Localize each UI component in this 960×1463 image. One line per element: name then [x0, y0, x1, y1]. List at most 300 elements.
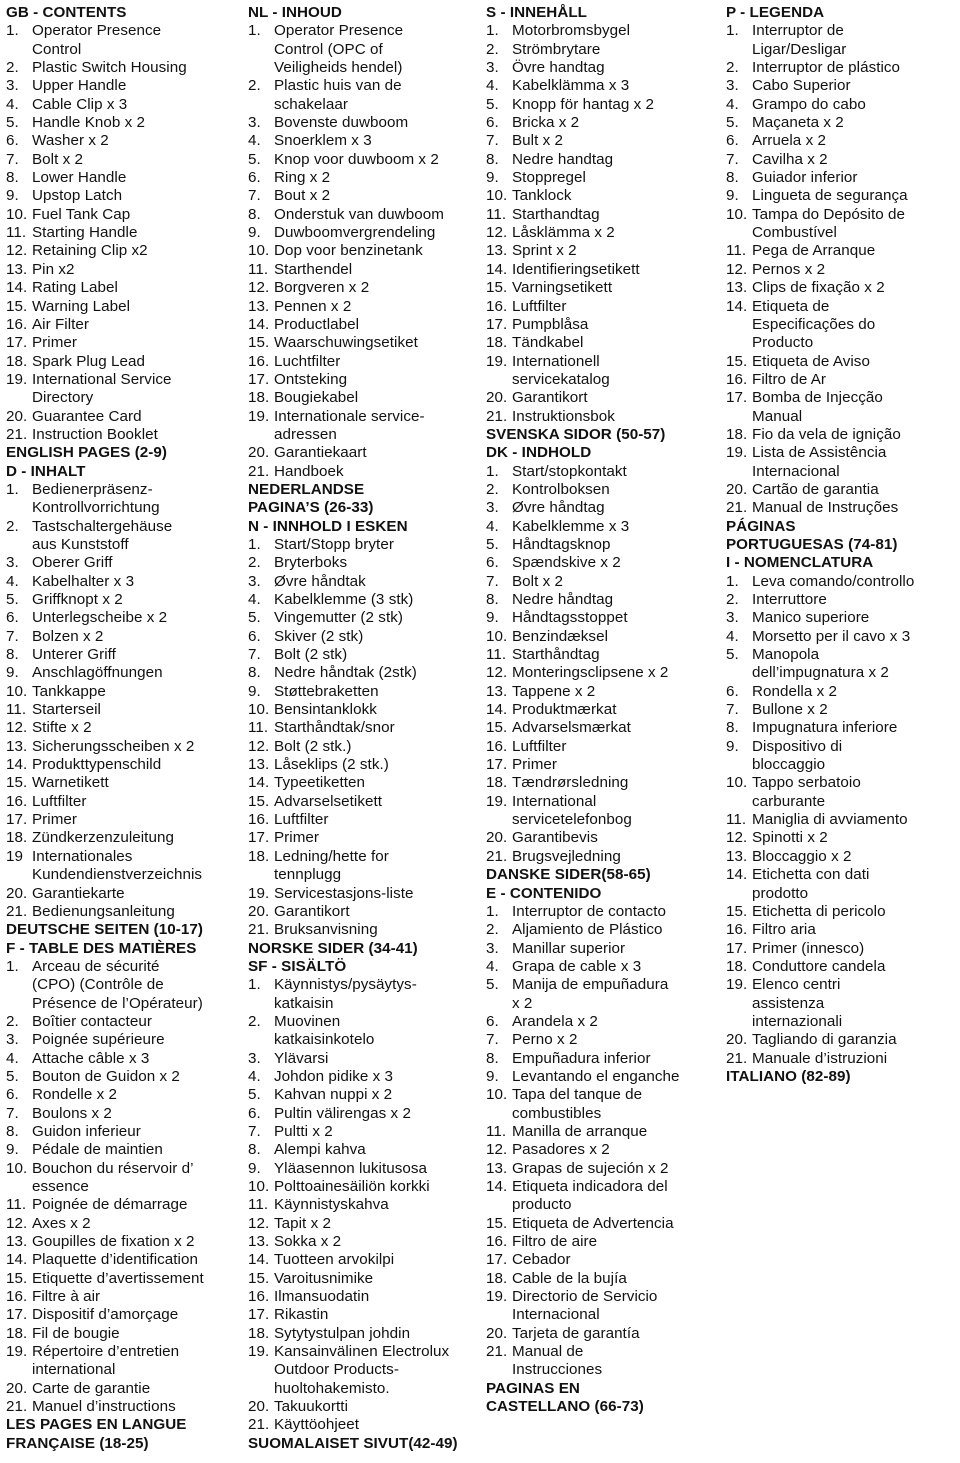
item-number: 13.: [6, 737, 28, 755]
list-item: [6, 756, 248, 774]
list-item: [6, 518, 248, 536]
item-label: Käynnistys/pysäytys-: [274, 976, 417, 994]
section-heading: E - CONTENIDO: [486, 884, 602, 902]
item-label: Upper Handle: [32, 77, 127, 95]
list-item: [726, 701, 956, 719]
item-number: 1.: [248, 976, 261, 994]
item-number: 3.: [486, 59, 499, 77]
list-item: [486, 463, 726, 481]
item-number: 14.: [726, 297, 748, 315]
item-label: Tuotteen arvokilpi: [274, 1251, 395, 1269]
item-label: Käynnistyskahva: [274, 1196, 389, 1214]
list-item: [248, 774, 486, 792]
item-label: Conduttore candela: [752, 957, 886, 975]
item-number: 12.: [6, 719, 28, 737]
contents-page: [6, 4, 956, 1459]
item-label: Anschlagöffnungen: [32, 664, 163, 682]
item-label: Guarantee Card: [32, 407, 142, 425]
item-number: 18.: [486, 774, 508, 792]
item-label: Boulons x 2: [32, 1104, 112, 1122]
item-number: 6.: [486, 114, 499, 132]
item-label: Start/Stopp bryter: [274, 535, 394, 553]
item-number: 19: [6, 847, 23, 865]
item-label: Etiqueta de Advertencia: [512, 1214, 674, 1232]
list-item: [486, 1325, 726, 1343]
list-item: [6, 1086, 248, 1104]
item-number: 12.: [248, 1214, 270, 1232]
item-label: Bovenste duwboom: [274, 114, 409, 132]
item-label: Garantiekaart: [274, 444, 367, 462]
item-number: 4.: [486, 77, 499, 95]
item-number: 15.: [248, 1269, 270, 1287]
list-item: [486, 609, 726, 627]
item-label: Unterer Griff: [32, 646, 116, 664]
item-number: 5.: [248, 609, 261, 627]
item-label: Produktmærkat: [512, 701, 617, 719]
item-label: Tapa del tanque de: [512, 1086, 643, 1104]
list-item: [248, 756, 486, 774]
list-item: [248, 701, 486, 719]
item-label: Garantikort: [512, 389, 588, 407]
list-item: [6, 958, 248, 976]
list-item: [486, 1288, 726, 1306]
item-label: Tändkabel: [512, 334, 584, 352]
item-number: 21.: [6, 902, 28, 920]
item-number: 1.: [248, 535, 261, 553]
item-number: 3.: [248, 114, 261, 132]
list-item: [486, 353, 726, 371]
item-number: 2.: [248, 77, 261, 95]
list-item: [6, 609, 248, 627]
item-number: 6.: [6, 609, 19, 627]
list-item: [726, 261, 956, 279]
list-item: [726, 59, 956, 77]
item-number: 21.: [248, 921, 270, 939]
item-number: 10.: [248, 1178, 270, 1195]
item-label: Tarjeta de garantía: [512, 1324, 640, 1342]
list-item: [726, 976, 956, 994]
list-item: [486, 573, 726, 591]
item-label: Fuel Tank Cap: [32, 205, 131, 223]
list-item: [248, 206, 486, 224]
item-number: 9.: [248, 224, 261, 242]
list-item: [248, 554, 486, 572]
item-label: Poignée de démarrage: [32, 1196, 188, 1214]
item-number: 11.: [486, 1122, 507, 1140]
item-number: 2.: [248, 1012, 261, 1030]
item-label: Primer: [32, 811, 78, 829]
section-heading: DK - INDHOLD: [486, 444, 592, 462]
item-label: Kahvan nuppi x 2: [274, 1086, 393, 1104]
list-item: [6, 1233, 248, 1251]
list-item: [486, 316, 726, 334]
list-item-continuation: Producto: [752, 334, 814, 352]
item-label: Yläasennon lukitusosa: [274, 1159, 428, 1177]
item-number: 16.: [486, 1233, 508, 1251]
list-item: [486, 628, 726, 646]
list-item: [6, 114, 248, 132]
item-label: Cabo Superior: [752, 77, 851, 95]
item-number: 16.: [248, 352, 270, 370]
list-item: [486, 224, 726, 242]
item-label: Unterlegscheibe x 2: [32, 609, 168, 627]
item-number: 7.: [6, 1104, 19, 1122]
list-item: [6, 719, 248, 737]
list-item: [6, 77, 248, 95]
item-label: Tappo serbatoio: [752, 774, 861, 792]
list-item-continuation: Veiligheids hendel): [274, 59, 403, 77]
item-number: 14.: [248, 774, 270, 792]
item-label: Filtro aria: [752, 921, 816, 939]
item-number: 20.: [6, 407, 28, 425]
item-number: 8.: [486, 591, 499, 608]
list-item: [248, 1068, 486, 1086]
item-label: Tampa do Depósito de: [752, 205, 905, 223]
item-number: 16.: [6, 1288, 28, 1306]
item-number: 11.: [726, 811, 747, 829]
item-number: 17.: [486, 756, 508, 774]
list-item: [486, 1251, 726, 1269]
item-label: Grapa de cable x 3: [512, 957, 642, 975]
list-item: [6, 903, 248, 921]
list-item-continuation: internazionali: [752, 1012, 843, 1030]
list-item: [486, 848, 726, 866]
list-item: [726, 1031, 956, 1049]
item-label: Carte de garantie: [32, 1379, 151, 1397]
item-number: 3.: [486, 499, 499, 517]
list-item: [248, 151, 486, 169]
item-label: Øvre håndtag: [512, 499, 605, 517]
item-label: Manual de: [512, 1343, 584, 1361]
list-item: [6, 646, 248, 664]
list-item: [486, 408, 726, 426]
item-number: 3.: [6, 1031, 19, 1049]
item-number: 20.: [486, 1324, 508, 1342]
list-item: [486, 132, 726, 150]
item-label: Bolt (2 stk): [274, 646, 348, 664]
list-item-continuation: huoltohakemisto.: [274, 1379, 390, 1397]
column-2: [248, 4, 486, 1459]
section-heading: SVENSKA SIDOR (50-57): [486, 425, 666, 443]
item-label: Vingemutter (2 stk): [274, 609, 403, 627]
item-number: 11.: [726, 242, 747, 260]
list-item: [6, 829, 248, 847]
item-label: Pasadores x 2: [512, 1141, 610, 1159]
list-item: [248, 738, 486, 756]
item-number: 21.: [248, 1416, 270, 1434]
item-label: Bryterboks: [274, 554, 348, 572]
list-item: [486, 1068, 726, 1086]
item-number: 5.: [6, 591, 19, 608]
item-number: 21.: [486, 847, 508, 865]
item-number: 9.: [6, 664, 19, 682]
item-label: Luchtfilter: [274, 352, 341, 370]
list-item: [486, 591, 726, 609]
item-label: Tapit x 2: [274, 1214, 332, 1232]
item-label: Rating Label: [32, 279, 118, 297]
list-item: [486, 77, 726, 95]
list-item: [248, 1325, 486, 1343]
column-1: [6, 4, 248, 1459]
list-item: [248, 353, 486, 371]
list-item: [486, 1215, 726, 1233]
item-label: Borgveren x 2: [274, 279, 370, 297]
list-item: [248, 1086, 486, 1104]
item-number: 10.: [726, 774, 748, 792]
list-item: [486, 719, 726, 737]
list-item: [248, 444, 486, 462]
item-number: 15.: [486, 1214, 508, 1232]
item-number: 4.: [248, 132, 261, 150]
list-item: [726, 646, 956, 664]
item-number: 14.: [6, 1251, 28, 1269]
list-item: [6, 1398, 248, 1416]
list-item: [486, 756, 726, 774]
list-item: [486, 829, 726, 847]
item-number: 13.: [248, 756, 270, 774]
list-item: [486, 41, 726, 59]
item-number: 14.: [726, 866, 748, 884]
list-item: [726, 829, 956, 847]
item-label: Empuñadura inferior: [512, 1049, 651, 1067]
list-item-continuation: Outdoor Products-: [274, 1361, 399, 1379]
list-item: [248, 389, 486, 407]
item-label: Maniglia di avviamento: [752, 811, 908, 829]
list-item: [6, 1013, 248, 1031]
list-item: [726, 242, 956, 260]
item-label: Dop voor benzinetank: [274, 242, 423, 260]
list-item-continuation: Présence de l’Opérateur): [32, 994, 203, 1012]
item-label: Primer: [512, 756, 558, 774]
item-number: 1.: [486, 22, 499, 40]
item-label: Nedre håndtag: [512, 591, 614, 608]
item-number: 6.: [486, 1012, 499, 1030]
item-number: 19.: [6, 370, 28, 388]
item-number: 2.: [486, 480, 499, 498]
item-label: Griffknopt x 2: [32, 591, 123, 608]
item-label: Bult x 2: [512, 132, 564, 150]
item-number: 2.: [486, 921, 499, 939]
list-item: [248, 609, 486, 627]
item-number: 7.: [248, 1122, 261, 1140]
item-label: Grampo do cabo: [752, 95, 866, 113]
list-item: [726, 279, 956, 297]
section-heading: NORSKE SIDER (34-41): [248, 939, 418, 957]
item-label: Brugsvejledning: [512, 847, 621, 865]
list-item: [726, 683, 956, 701]
item-number: 19.: [248, 884, 270, 902]
list-item: [486, 1160, 726, 1178]
item-label: Boîtier contacteur: [32, 1012, 152, 1030]
item-label: Warnetikett: [32, 774, 109, 792]
item-number: 19.: [486, 792, 508, 810]
list-item: [726, 77, 956, 95]
item-label: Starthendel: [274, 260, 353, 278]
item-number: 3.: [6, 77, 19, 95]
item-label: Monteringsclipsene x 2: [512, 664, 669, 682]
section-heading: DEUTSCHE SEITEN (10-17): [6, 921, 203, 939]
item-label: Kabelklämma x 3: [512, 77, 630, 95]
item-number: 9.: [248, 682, 261, 700]
section-heading: GB - CONTENTS: [6, 4, 127, 21]
item-number: 7.: [726, 150, 739, 168]
item-label: Skiver (2 stk): [274, 627, 364, 645]
item-number: 17.: [248, 829, 270, 847]
list-item: [6, 1141, 248, 1159]
item-number: 18.: [6, 829, 28, 847]
item-number: 20.: [248, 1398, 270, 1416]
item-number: 15.: [6, 297, 28, 315]
item-number: 16.: [6, 792, 28, 810]
item-label: Sprint x 2: [512, 242, 577, 260]
section-heading: PORTUGUESAS (74-81): [726, 535, 898, 553]
item-number: 10.: [726, 205, 748, 223]
item-label: Guiador inferior: [752, 169, 858, 187]
item-label: Bout x 2: [274, 187, 331, 205]
item-number: 2.: [6, 59, 19, 77]
item-number: 15.: [248, 334, 270, 352]
item-number: 8.: [248, 205, 261, 223]
item-number: 18.: [6, 352, 28, 370]
list-item: [248, 261, 486, 279]
item-number: 21.: [6, 425, 28, 443]
list-item-continuation: Especificações do: [752, 315, 876, 333]
item-label: Pédale de maintien: [32, 1141, 163, 1159]
section-heading: D - INHALT: [6, 462, 86, 480]
item-label: Lista de Assistência: [752, 444, 887, 462]
list-item: [248, 976, 486, 994]
item-label: Bedienerpräsenz-: [32, 480, 153, 498]
item-number: 9.: [248, 1159, 261, 1177]
item-number: 9.: [726, 737, 739, 755]
list-item-continuation: Ligar/Desligar: [752, 40, 847, 58]
item-label: Varningsetikett: [512, 279, 613, 297]
item-number: 5.: [726, 646, 739, 664]
section-heading: PÁGINAS: [726, 517, 796, 535]
list-item: [6, 848, 248, 866]
list-item: [726, 169, 956, 187]
list-item: [248, 334, 486, 352]
item-label: Produkttypenschild: [32, 756, 162, 774]
list-item: [486, 481, 726, 499]
section-heading: I - NOMENCLATURA: [726, 554, 874, 572]
list-item: [726, 1050, 956, 1068]
item-label: Aljamiento de Plástico: [512, 921, 663, 939]
item-number: 2.: [726, 59, 739, 77]
item-number: 6.: [248, 627, 261, 645]
list-item: [726, 444, 956, 462]
item-label: Advarselsetikett: [274, 792, 383, 810]
list-item: [6, 1196, 248, 1214]
item-label: Plastic Switch Housing: [32, 59, 187, 77]
list-item: [248, 1160, 486, 1178]
list-item: [726, 353, 956, 371]
item-label: Cartão de garantia: [752, 480, 879, 498]
list-item: [726, 848, 956, 866]
item-label: Manual de Instruções: [752, 499, 899, 517]
list-item: [248, 169, 486, 187]
list-item: [486, 664, 726, 682]
item-number: 20.: [248, 444, 270, 462]
item-label: Rikastin: [274, 1306, 329, 1324]
item-number: 14.: [6, 279, 28, 297]
item-label: Tagliando di garanzia: [752, 1031, 897, 1049]
list-item: [486, 903, 726, 921]
list-item: [486, 976, 726, 994]
item-label: Pumpblåsa: [512, 315, 589, 333]
item-number: 15.: [248, 792, 270, 810]
list-item: [726, 628, 956, 646]
item-label: Starterseil: [32, 701, 101, 719]
list-item: [6, 481, 248, 499]
list-item: [248, 1270, 486, 1288]
item-label: Retaining Clip x2: [32, 242, 148, 260]
item-number: 3.: [486, 939, 499, 957]
item-number: 17.: [6, 811, 28, 829]
item-number: 13.: [248, 1233, 270, 1251]
list-item: [486, 279, 726, 297]
list-item: [248, 224, 486, 242]
list-item: [486, 683, 726, 701]
item-label: Sokka x 2: [274, 1233, 342, 1251]
list-item: [486, 554, 726, 572]
list-item: [248, 463, 486, 481]
item-number: 21.: [248, 462, 270, 480]
list-item: [486, 389, 726, 407]
list-item: [6, 59, 248, 77]
item-number: 11.: [486, 646, 507, 664]
item-number: 10.: [486, 187, 508, 205]
item-label: Operator Presence: [32, 22, 162, 40]
item-label: Støttebraketten: [274, 682, 379, 700]
item-number: 11.: [248, 260, 269, 278]
list-item: [248, 719, 486, 737]
item-number: 10.: [248, 242, 270, 260]
list-item: [6, 187, 248, 205]
item-label: Etiqueta de Aviso: [752, 352, 870, 370]
item-label: Arceau de sécurité: [32, 957, 160, 975]
item-number: 20.: [6, 1379, 28, 1397]
item-label: Internationales: [32, 847, 133, 865]
item-label: Etichetta con dati: [752, 866, 870, 884]
item-number: 5.: [248, 150, 261, 168]
list-item: [486, 1141, 726, 1159]
list-item-continuation: Manual: [752, 407, 803, 425]
list-item: [486, 22, 726, 40]
list-item: [248, 885, 486, 903]
list-item: [6, 1215, 248, 1233]
section-heading: PAGINAS EN: [486, 1379, 580, 1397]
item-number: 4.: [248, 1067, 261, 1085]
list-item: [486, 738, 726, 756]
list-item: [726, 591, 956, 609]
item-number: 14.: [486, 1178, 508, 1195]
list-item: [248, 408, 486, 426]
item-number: 11.: [6, 224, 27, 242]
item-number: 19.: [6, 1343, 28, 1361]
list-item: [486, 1013, 726, 1031]
item-number: 3.: [726, 609, 739, 627]
list-item: [248, 1398, 486, 1416]
item-number: 21.: [486, 1343, 508, 1361]
item-number: 21.: [726, 1049, 748, 1067]
list-item: [6, 793, 248, 811]
list-item: [248, 848, 486, 866]
item-label: Start/stopkontakt: [512, 462, 627, 480]
list-item-continuation: servicekatalog: [512, 370, 610, 388]
list-item-continuation: essence: [32, 1178, 89, 1195]
list-item-continuation: bloccaggio: [752, 756, 826, 774]
